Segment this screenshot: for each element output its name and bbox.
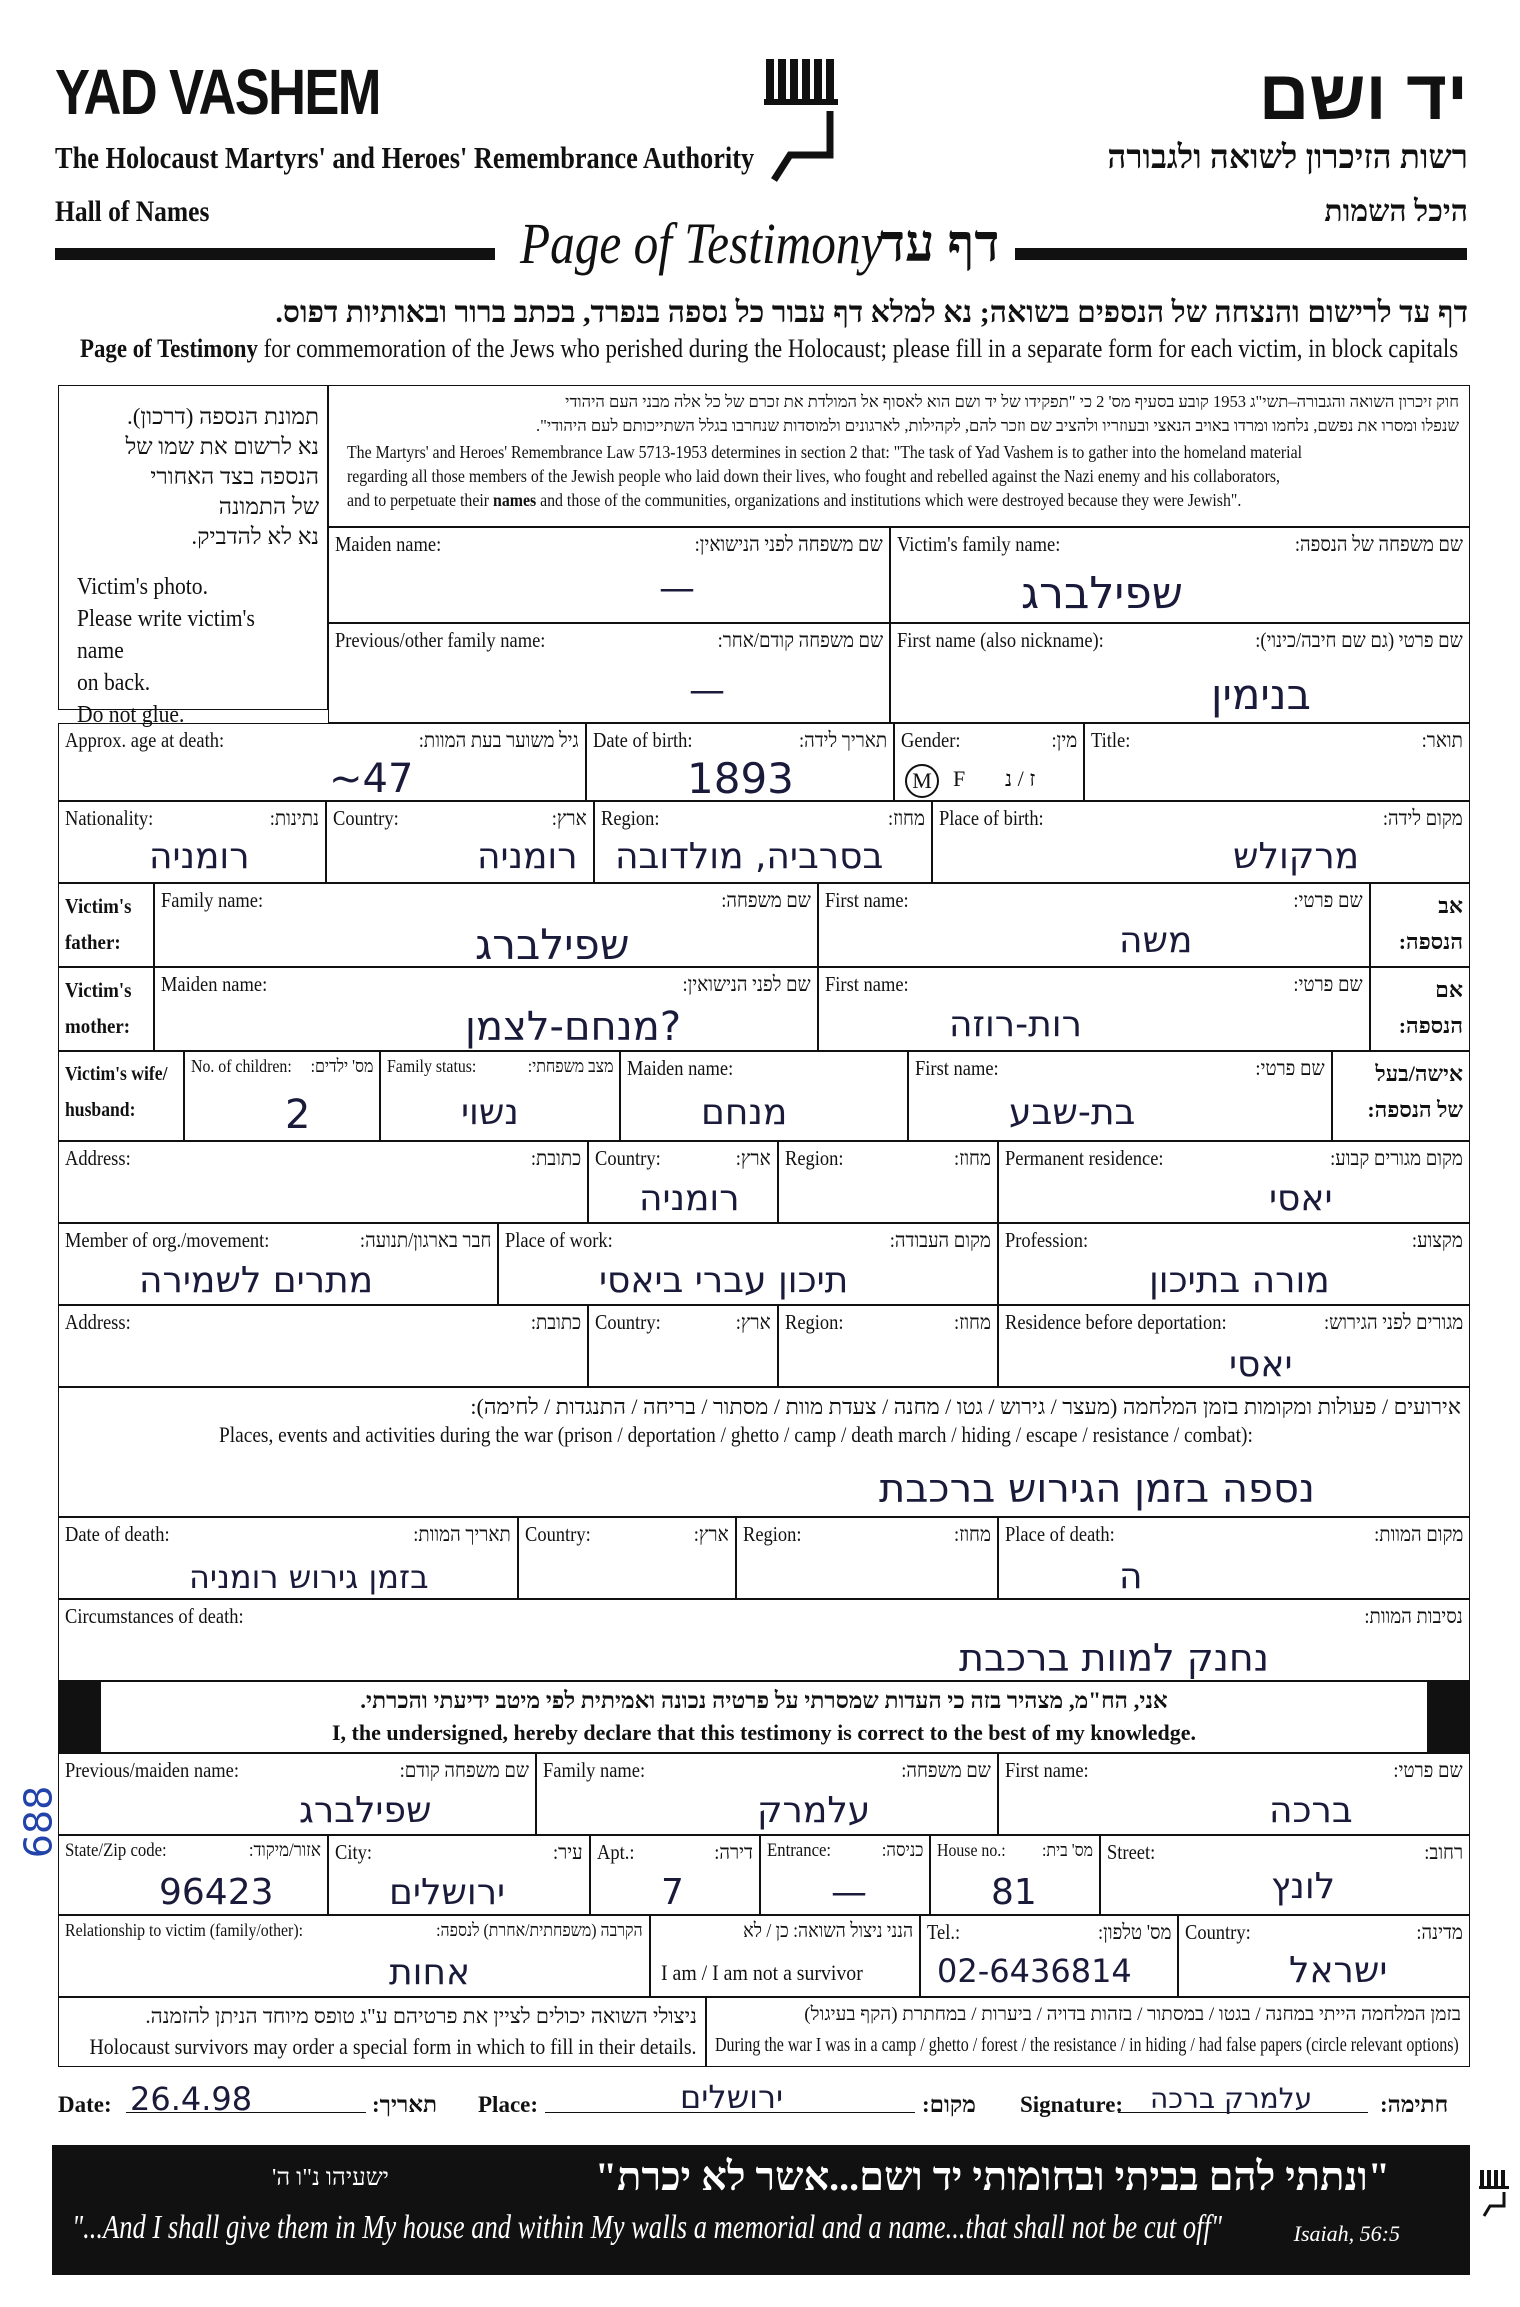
family-name-field[interactable]: Victim's family name: שם משפחה של הנספה: שפילברג bbox=[890, 527, 1470, 623]
profession-field[interactable]: Profession: מקצוע: מורה בתיכון bbox=[998, 1223, 1470, 1305]
entrance-field[interactable]: Entrance: כניסה: — bbox=[760, 1835, 930, 1915]
death-region-field[interactable]: Region: מחוז: bbox=[736, 1517, 998, 1599]
law-en-2: regarding all those members of the Jewish people who laid down their lives, who fought and rebelled against the Nazi enemy and his collaborators, bbox=[347, 466, 1280, 486]
address2-country-field[interactable]: Country: ארץ: bbox=[588, 1305, 778, 1387]
apartment-value: 7 bbox=[661, 1872, 684, 1913]
photo-instructions-he: תמונת הנספה (דרכון). נא לרשום את שמו של הנספה בצד האחורי של התמונה נא לא להדביק. bbox=[125, 404, 319, 549]
telephone-field[interactable]: Tel.: מס' טלפון: 02-6436814 bbox=[920, 1915, 1178, 1997]
dob-value: 1893 bbox=[687, 754, 794, 803]
gender-field[interactable]: Gender: מין: M F ז / נ bbox=[894, 723, 1084, 801]
law-en-3: and to perpetuate their names and those of the communities, organizations and institutions which were destroyed because they were Jewish". bbox=[347, 490, 1242, 510]
gender-male-option[interactable]: M bbox=[905, 764, 939, 798]
organization-field[interactable]: Member of org./movement: חבר בארגון/תנועה: מתרים לשמירה bbox=[58, 1223, 498, 1305]
mother-maiden-name-field[interactable]: Maiden name: שם לפני הנישואין: ?מנחם-לצמן bbox=[154, 967, 818, 1051]
spouse-label-cell: Victim's wife/ husband: bbox=[58, 1051, 184, 1141]
war-events-value: נספה בזמן הגירוש ברכבת bbox=[879, 1466, 1315, 1512]
children-value: 2 bbox=[285, 1092, 311, 1138]
house-number-value: 81 bbox=[991, 1872, 1037, 1913]
yad-vashem-emblem-icon bbox=[760, 55, 844, 185]
footer-ref-he: ישעיהו נ"ו ה' bbox=[272, 2165, 389, 2191]
footer-ref-en: Isaiah, 56:5 bbox=[1293, 2221, 1400, 2246]
family-name-value: שפילברג bbox=[1021, 568, 1183, 619]
place-of-death-field[interactable]: Place of death: מקום המוות: ה bbox=[998, 1517, 1470, 1599]
relationship-value: אחות bbox=[389, 1952, 471, 1993]
father-family-name-field[interactable]: Family name: שם משפחה: שפילברג bbox=[154, 883, 818, 967]
residence-before-deportation-value: יאסי bbox=[1229, 1344, 1293, 1385]
permanent-residence-field[interactable]: Permanent residence: מקום מגורים קבוע: יאסי bbox=[998, 1141, 1470, 1223]
mother-label-cell: Victim's mother: bbox=[58, 967, 154, 1051]
city-field[interactable]: City: עיר: ירושלים bbox=[328, 1835, 590, 1915]
apartment-field[interactable]: Apt.: דירה: 7 bbox=[590, 1835, 760, 1915]
submitter-first-name-field[interactable]: First name: שם פרטי: ברכה bbox=[998, 1753, 1470, 1835]
mother-label-he-cell: אם הנספה: bbox=[1370, 967, 1470, 1051]
header-rule-left bbox=[55, 248, 495, 260]
authority-en: The Holocaust Martyrs' and Heroes' Remembrance Authority bbox=[55, 140, 755, 175]
maiden-name-value: — bbox=[659, 568, 695, 609]
org-name-en: YAD VASHEM bbox=[55, 56, 380, 128]
photo-instructions-en: Victim's photo. Please write victim's name on back. Do not glue. bbox=[77, 574, 255, 728]
date-of-death-field[interactable]: Date of death: תאריך המוות: בזמן גירוש רומניה bbox=[58, 1517, 518, 1599]
address-country-field[interactable]: Country: ארץ: רומניה bbox=[588, 1141, 778, 1223]
signature-label: Signature: bbox=[1020, 2092, 1124, 2117]
age-value: ~47 bbox=[329, 756, 414, 802]
submitter-family-name-field[interactable]: Family name: שם משפחה: עלמרק bbox=[536, 1753, 998, 1835]
mother-first-value: רות-רוזה bbox=[949, 1004, 1082, 1045]
authority-he: רשות הזיכרון לשואה ולגבורה bbox=[1107, 140, 1468, 176]
war-events-field[interactable]: אירועים / פעולות ומקומות בזמן המלחמה (מעצר / גירוש / גטו / מחנה / צעדת מוות / מסתור / בריחה / התנגדות / לחימה): Places, events and activities during the war (prison / deportation / ghetto / camp / death march / hiding / escape / resistance / combat): נספה בזמן הגירוש ברכבת bbox=[58, 1387, 1470, 1517]
father-first-name-field[interactable]: First name: שם פרטי: משה bbox=[818, 883, 1370, 967]
age-at-death-field[interactable]: Approx. age at death: גיל משוער בעת המוות: ~47 bbox=[58, 723, 586, 801]
zip-code-value: 96423 bbox=[159, 1872, 274, 1913]
signature-label-he: חתימה: bbox=[1380, 2092, 1449, 2117]
hall-of-names-en: Hall of Names bbox=[55, 195, 210, 228]
header-rule-right bbox=[1015, 248, 1467, 260]
intro-en: Page of Testimony for commemoration of the Jews who perished during the Holocaust; please fill in a separate form for each victim, in block capitals bbox=[80, 334, 1459, 363]
zip-code-field[interactable]: State/Zip code: אזור/מיקוד: 96423 bbox=[58, 1835, 328, 1915]
spouse-maiden-value: מנחם bbox=[701, 1092, 788, 1133]
residence-before-deportation-field[interactable]: Residence before deportation: מגורים לפני הגירוש: יאסי bbox=[998, 1305, 1470, 1387]
law-he-1: חוק זיכרון השואה והגבורה–תשי"ג 1953 קובע בסעיף מס' 2 כי "תפקידו של יד ושם הוא לאסוף אל המולדת את זכרם של כל אלה מבני העם היהודי bbox=[565, 392, 1459, 411]
permanent-residence-value: יאסי bbox=[1269, 1178, 1333, 1219]
place-label-he: מקום: bbox=[922, 2092, 976, 2117]
address2-region-field[interactable]: Region: מחוז: bbox=[778, 1305, 998, 1387]
telephone-value: 02-6436814 bbox=[937, 1952, 1132, 1990]
submitter-country-value: ישראל bbox=[1289, 1950, 1388, 1991]
spouse-label-he-cell: אישה/בעל של הנספה: bbox=[1332, 1051, 1470, 1141]
submitter-previous-name-field[interactable]: Previous/maiden name: שם משפחה קודם: שפילברג bbox=[58, 1753, 536, 1835]
region-field[interactable]: Region: מחוז: בסרביה, מולדובה bbox=[594, 801, 932, 883]
footer-quote-en: "...And I shall give them in My house and within My walls a memorial and a name...that shall not be cut off" bbox=[72, 2209, 1223, 2246]
date-of-birth-field[interactable]: Date of birth: תאריך לידה: 1893 bbox=[586, 723, 894, 801]
first-name-field[interactable]: First name (also nickname): שם פרטי (גם שם חיבה/כינוי): בנימין bbox=[890, 623, 1470, 723]
address2-field[interactable]: Address: כתובת: bbox=[58, 1305, 588, 1387]
family-status-field[interactable]: Family status: מצב משפחתי: נשוי bbox=[380, 1051, 620, 1141]
country-field[interactable]: Country: ארץ: רומניה bbox=[326, 801, 594, 883]
place-of-work-value: תיכון עברי ביאסי bbox=[599, 1260, 849, 1301]
margin-note: 688 bbox=[16, 1785, 61, 1859]
intro-he: דף עד לרישום והנצחה של הנספים בשואה; נא למלא דף עבור כל נספה בנפרד, בכתב ברור ובאותיות דפוס. bbox=[275, 296, 1468, 329]
war-location-options[interactable]: בזמן המלחמה הייתי במחנה / בגטו / במסתור / בזהות בדויה / ביערות / במחתרת (הקף בעיגול) During the war I was in a camp / ghetto / forest / the resistance / in hiding / had false papers (circle relevant options) bbox=[706, 1997, 1470, 2067]
date-of-death-value: בזמן גירוש רומניה bbox=[189, 1558, 429, 1596]
date-value: 26.4.98 bbox=[130, 2080, 253, 2118]
hall-of-names-he: היכל השמות bbox=[1324, 195, 1468, 228]
father-family-value: שפילברג bbox=[475, 920, 630, 969]
gender-he-options: ז / נ bbox=[1005, 766, 1036, 791]
address-country-value: רומניה bbox=[639, 1178, 740, 1219]
relationship-field[interactable]: Relationship to victim (family/other): הקרבה (משפחתית/אחרת) לנספה: אחות bbox=[58, 1915, 650, 1997]
place-of-work-field[interactable]: Place of work: מקום העבודה: תיכון עברי ביאסי bbox=[498, 1223, 998, 1305]
declaration-box: אני, הח"מ, מצהיר בזה כי העדות שמסרתי על פרטיה נכונה ואמיתית לפי מיטב ידיעתי והכרתי. I, the undersigned, hereby declare that this testimony is correct to the best of my knowledge. bbox=[58, 1681, 1470, 1753]
law-he-2: שנפלו ומסרו את נפשם, נלחמו ומרדו באויב הנאצי ובעוזריו ולהציב שם וזכר להם, לקהילות, לארגונים ולמוסדות שנחרבו בגלל השתייכותם לעם היהודי". bbox=[536, 416, 1459, 435]
spouse-maiden-name-field[interactable]: Maiden name: מנחם bbox=[620, 1051, 908, 1141]
father-label-cell: Victim's father: bbox=[58, 883, 154, 967]
submitter-first-value: ברכה bbox=[1269, 1790, 1353, 1831]
father-label-he-cell: אב הנספה: bbox=[1370, 883, 1470, 967]
organization-value: מתרים לשמירה bbox=[139, 1260, 374, 1301]
small-emblem-icon bbox=[1478, 2168, 1512, 2218]
death-country-field[interactable]: Country: ארץ: bbox=[518, 1517, 736, 1599]
street-field[interactable]: Street: רחוב: לונץ bbox=[1100, 1835, 1470, 1915]
nationality-value: רומניה bbox=[149, 836, 250, 877]
children-count-field[interactable]: No. of children: מס' ילדים: 2 bbox=[184, 1051, 380, 1141]
date-label: Date: bbox=[58, 2092, 112, 2117]
footer-quote-he: "ונתתי להם בביתי ובחומותי יד ושם...אשר לא יכרת" bbox=[594, 2154, 1390, 2199]
place-of-birth-field[interactable]: Place of birth: מקום לידה: מרקולש bbox=[932, 801, 1470, 883]
place-of-birth-value: מרקולש bbox=[1233, 836, 1360, 877]
first-name-value: בנימין bbox=[1211, 670, 1311, 719]
street-value: לונץ bbox=[1271, 1866, 1336, 1907]
survivor-field[interactable]: הנני ניצול השואה: כן / לא I am / I am not a survivor bbox=[650, 1915, 920, 1997]
org-name-he: יד ושם bbox=[1258, 56, 1468, 134]
page-title-he: דף עד bbox=[880, 216, 1000, 273]
house-number-field[interactable]: House no.: מס' בית: 81 bbox=[930, 1835, 1100, 1915]
city-value: ירושלים bbox=[389, 1872, 506, 1913]
place-value: ירושלים bbox=[680, 2078, 784, 2116]
circumstances-of-death-field[interactable]: Circumstances of death: נסיבות המוות: נחנק למוות ברכבת bbox=[58, 1599, 1470, 1681]
nationality-field[interactable]: Nationality: נתינות: רומניה bbox=[58, 801, 326, 883]
profession-value: מורה בתיכון bbox=[1149, 1260, 1330, 1301]
mother-first-name-field[interactable]: First name: שם פרטי: רות-רוזה bbox=[818, 967, 1370, 1051]
family-status-value: נשוי bbox=[461, 1092, 519, 1133]
circumstances-value: נחנק למוות ברכבת bbox=[959, 1636, 1269, 1680]
photo-box[interactable] bbox=[58, 385, 328, 728]
country-value: רומניה bbox=[477, 836, 578, 877]
law-en-1: The Martyrs' and Heroes' Remembrance Law 5713-1953 determines in section 2 that: "The task of Yad Vashem is to gather into the homeland material bbox=[347, 442, 1303, 462]
address-field[interactable]: Address: כתובת: bbox=[58, 1141, 588, 1223]
mother-maiden-value: ?מנחם-לצמן bbox=[465, 1004, 682, 1050]
place-of-death-value: ה bbox=[1119, 1556, 1143, 1597]
gender-female-option[interactable]: F bbox=[953, 766, 966, 791]
submitter-previous-name-value: שפילברג bbox=[299, 1790, 432, 1831]
previous-family-name-value: — bbox=[689, 670, 725, 711]
spouse-first-name-field[interactable]: First name: שם פרטי: בת-שבע bbox=[908, 1051, 1332, 1141]
maiden-name-field[interactable]: Maiden name: שם משפחה לפני הנישואין: — bbox=[328, 527, 890, 623]
father-first-value: משה bbox=[1119, 920, 1193, 961]
submitter-country-field[interactable]: Country: מדינה: ישראל bbox=[1178, 1915, 1470, 1997]
spouse-first-value: בת-שבע bbox=[1009, 1092, 1136, 1133]
page-title-en: Page of Testimony bbox=[520, 211, 883, 276]
date-label-he: תאריך: bbox=[372, 2092, 438, 2117]
survivor-form-note: ניצולי השואה יכולים לציין את פרטיהם ע"ג טופס מיוחד הניתן להזמנה. Holocaust survivors may order a special form in which to fill in their details. bbox=[58, 1997, 706, 2067]
law-text-box bbox=[328, 385, 1470, 527]
address-region-field[interactable]: Region: מחוז: bbox=[778, 1141, 998, 1223]
place-label: Place: bbox=[478, 2092, 539, 2117]
signature-value: עלמרק ברכה bbox=[1150, 2082, 1313, 2115]
submitter-family-value: עלמרק bbox=[757, 1790, 871, 1831]
footer-quote-banner bbox=[52, 2145, 1470, 2275]
previous-family-name-field[interactable]: Previous/other family name: שם משפחה קודם/אחר: — bbox=[328, 623, 890, 723]
title-field[interactable]: Title: תואר: bbox=[1084, 723, 1470, 801]
region-value: בסרביה, מולדובה bbox=[615, 836, 884, 877]
entrance-value: — bbox=[831, 1872, 867, 1913]
